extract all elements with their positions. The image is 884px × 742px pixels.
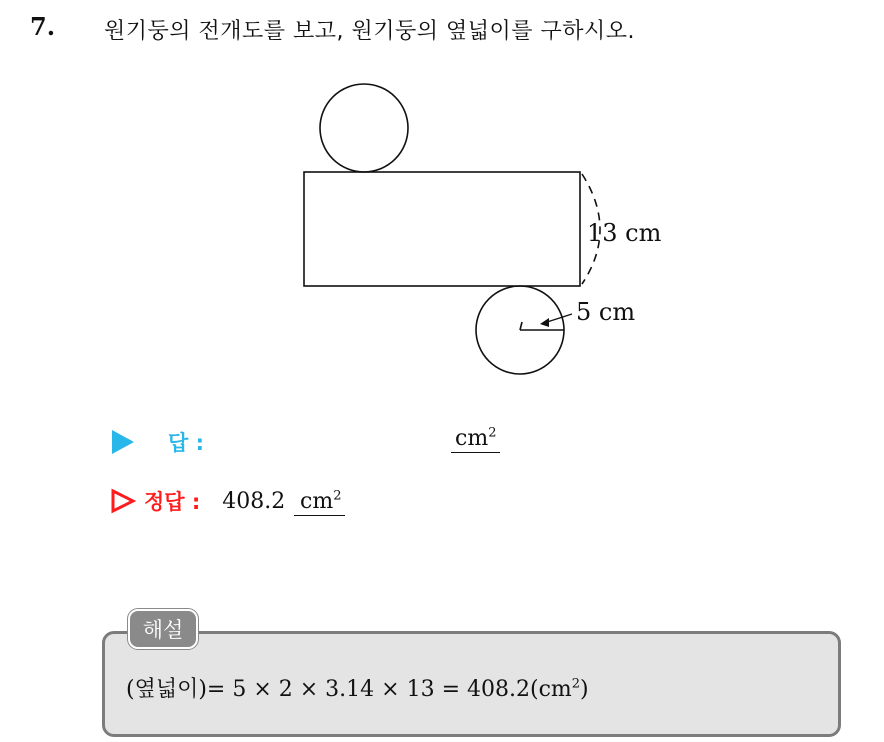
lateral-rectangle xyxy=(304,172,580,286)
radius-label: 5 cm xyxy=(576,298,636,326)
correct-unit-exponent: 2 xyxy=(333,488,342,504)
outline-triangle-icon xyxy=(110,488,136,514)
play-triangle-icon xyxy=(112,430,134,454)
explanation-exponent: 2 xyxy=(571,676,581,692)
radius-tick xyxy=(520,322,522,330)
radius-arrowhead xyxy=(540,318,549,327)
explanation-close-paren: ) xyxy=(580,677,589,702)
top-base-circle xyxy=(320,84,408,172)
correct-answer-row xyxy=(110,486,285,516)
question-number: 7. xyxy=(30,12,56,41)
height-label: 13 cm xyxy=(587,219,662,247)
correct-answer-label: 정답 : xyxy=(144,490,201,514)
explanation-tab: 해설 xyxy=(128,609,198,649)
answer-unit: cm xyxy=(455,426,489,451)
correct-answer-value: 408.2 xyxy=(222,488,286,514)
answer-unit-blank[interactable] xyxy=(451,426,500,453)
explanation-text xyxy=(126,672,589,703)
question-text: 원기둥의 전개도를 보고, 원기둥의 옆넓이를 구하시오. xyxy=(104,19,635,44)
correct-answer-unit xyxy=(294,489,345,516)
correct-unit-text: cm xyxy=(300,489,334,514)
answer-label: 답 : xyxy=(168,431,204,455)
answer-unit-exponent: 2 xyxy=(488,425,497,441)
explanation-formula: (옆넓이)= 5 × 2 × 3.14 × 13 = 408.2(cm xyxy=(126,677,572,702)
answer-row xyxy=(112,427,204,457)
